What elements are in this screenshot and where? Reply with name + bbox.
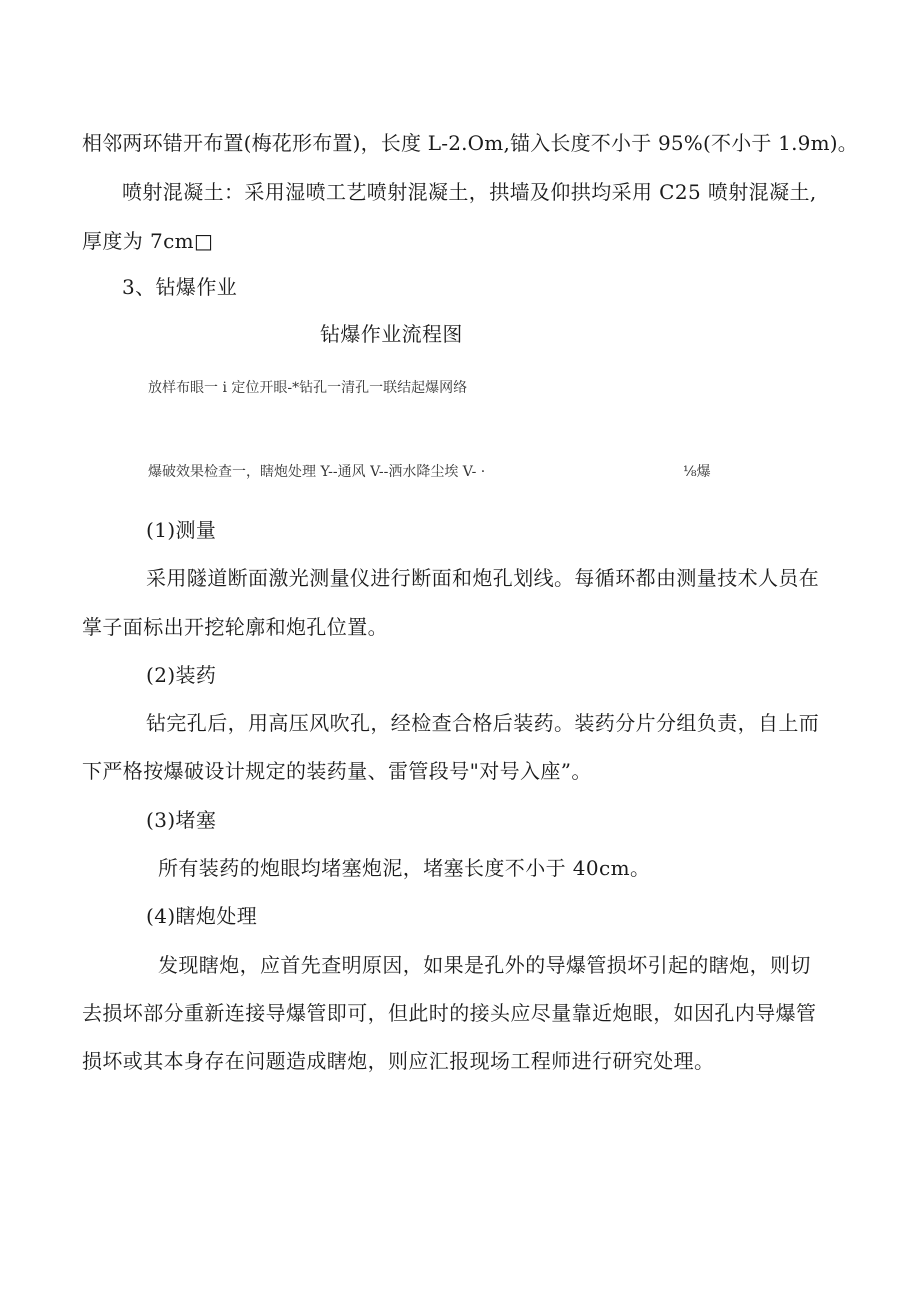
survey-line-1: 采用隧道断面激光测量仪进行断面和炮孔划线。每循环都由测量技术人员在 [146,566,820,590]
shotcrete-line-1: 喷射混凝土：采用湿喷工艺喷射混凝土，拱墙及仰拱均采用 C25 喷射混凝土, [122,180,817,204]
charging-line-1: 钻完孔后，用高压风吹孔，经检查合格后装药。装药分片分组负责，自上而 [146,711,820,735]
misfire-line-3: 损坏或其本身存在问题造成瞎炮，则应汇报现场工程师进行研究处理。 [82,1049,715,1073]
survey-heading: (1)测量 [146,518,217,542]
stemming-line-1: 所有装药的炮眼均堵塞炮泥，堵塞长度不小于 40cm。 [158,856,651,880]
anchor-paragraph-line: 相邻两环错开布置(梅花形布置)，长度 L-2.Om,锚入长度不小于 95%(不小于 1.9m)。 [82,131,858,155]
flowchart-row-2: 爆破效果检查一，瞎炮处理 Y--通风 V--洒水降尘埃 V- · [148,464,486,480]
section-heading-drilling-blasting: 3、钻爆作业 [122,275,238,299]
shotcrete-line-2: 厚度为 7cm□ [82,229,214,253]
survey-line-2: 掌子面标出开挖轮廓和炮孔位置。 [82,615,388,639]
stemming-heading: (3)堵塞 [146,808,217,832]
charging-heading: (2)装药 [146,663,217,687]
flowchart-row-1: 放样布眼一 i 定位开眼-*钻孔一清孔一联结起爆网络 [148,380,468,396]
misfire-line-1: 发现瞎炮，应首先查明原因，如果是孔外的导爆管损坏引起的瞎炮，则切 [158,953,811,977]
flowchart-row-2-end: ⅛爆 [683,464,711,480]
misfire-line-2: 去损坏部分重新连接导爆管即可，但此时的接头应尽量靠近炮眼，如因孔内导爆管 [82,1001,817,1025]
misfire-heading: (4)瞎炮处理 [146,904,258,928]
flowchart-title: 钻爆作业流程图 [320,322,463,346]
charging-line-2: 下严格按爆破设计规定的装药量、雷管段号"对号入座”。 [82,759,592,783]
